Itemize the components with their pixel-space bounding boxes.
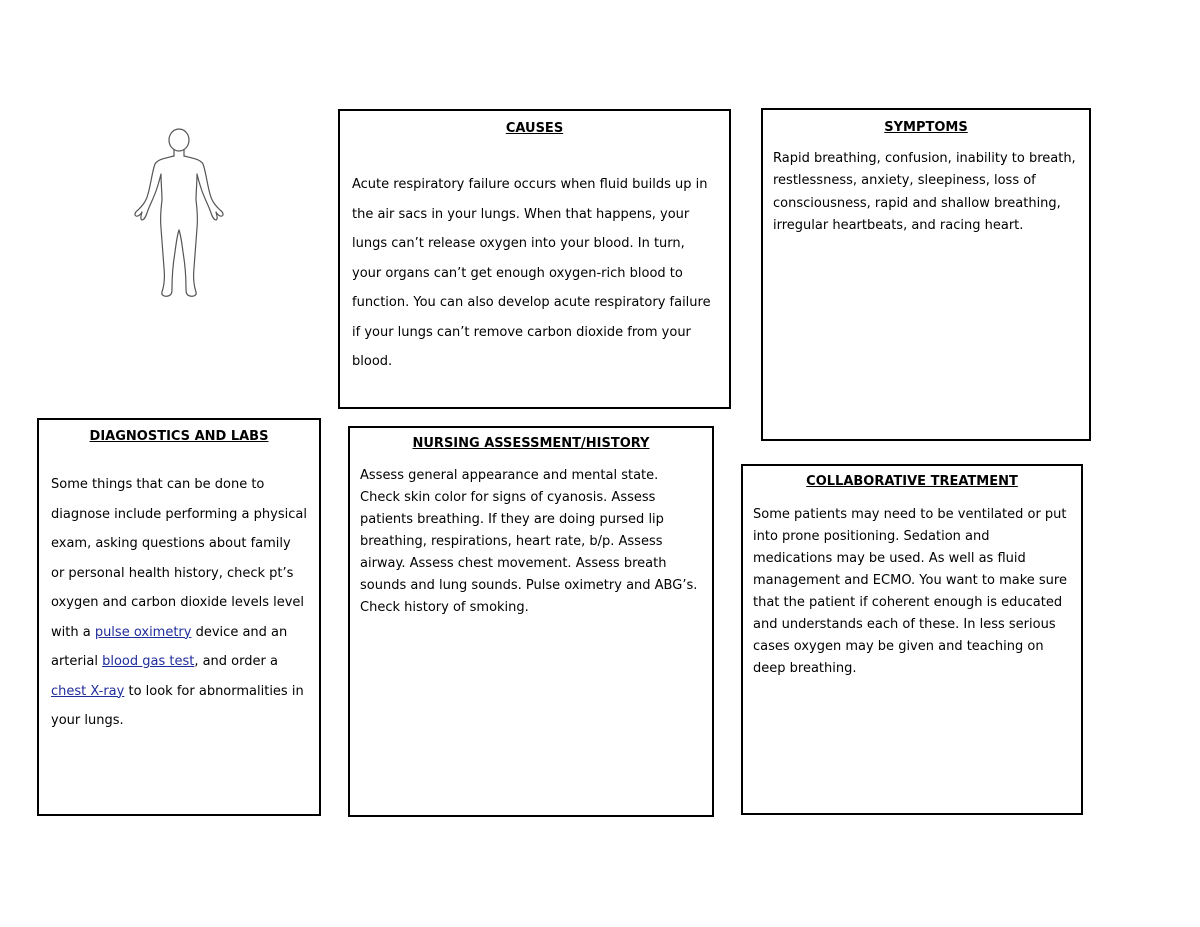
- diagnostics-text-part-2: device and an arterial: [51, 624, 288, 669]
- symptoms-title: SYMPTOMS: [884, 120, 968, 135]
- symptoms-body: Rapid breathing, confusion, inability to breath, restlessness, anxiety, sleepiness, loss of consciousness, rapid and shallow breathing, irregular heartbeats, and racing heart.: [773, 151, 1076, 233]
- diagnostics-text-part-1: Some things that can be done to diagnose include performing a physical exam, asking questions about family or personal health history, check pt’s oxygen and carbon dioxide levels level with a: [51, 477, 307, 640]
- causes-body: Acute respiratory failure occurs when fluid builds up in the air sacs in your lungs. When that happens, your lungs can’t release oxygen into your blood. In turn, your organs can’t get enough oxygen-rich blood to function. You can also develop acute respiratory failure if your lungs can’t remove carbon dioxide from your blood.: [352, 177, 711, 369]
- diagnostics-text-part-4: to look for abnormalities in your lungs.: [51, 683, 304, 728]
- collaborative-treatment-box: [741, 464, 1083, 815]
- collaborative-treatment-title: COLLABORATIVE TREATMENT: [806, 474, 1018, 489]
- nursing-assessment-body: Assess general appearance and mental state. Check skin color for signs of cyanosis. Assess patients breathing. If they are doing pursed lip breathing, respirations, heart rate, b/p. Assess airway. Assess chest movement. Assess breath sounds and lung sounds. Pulse oximetry and ABG’s. Check history of smoking.: [360, 468, 698, 615]
- collaborative-treatment-body: Some patients may need to be ventilated or put into prone positioning. Sedation and medications may be used. As well as fluid management and ECMO. You want to make sure that the patient if coherent enough is educated and understands each of these. In less serious cases oxygen may be given and teaching on deep breathing.: [753, 507, 1067, 676]
- chest-xray-link[interactable]: chest X-ray: [51, 683, 125, 699]
- nursing-assessment-title: NURSING ASSESSMENT/HISTORY: [412, 436, 650, 451]
- human-body-outline-icon: [128, 126, 232, 300]
- nursing-assessment-box: [348, 426, 714, 817]
- pulse-oximetry-link[interactable]: pulse oximetry: [94, 624, 192, 640]
- blood-gas-test-link[interactable]: blood gas test: [102, 654, 195, 669]
- symptoms-box: [761, 108, 1091, 441]
- causes-box: [338, 109, 731, 409]
- diagnostics-box: [37, 418, 321, 816]
- diagnostics-title: DIAGNOSTICS AND LABS: [89, 429, 269, 444]
- causes-title: CAUSES: [505, 121, 564, 136]
- diagnostics-text-part-3: , and order a: [194, 654, 278, 669]
- diagnostics-body: [51, 470, 307, 736]
